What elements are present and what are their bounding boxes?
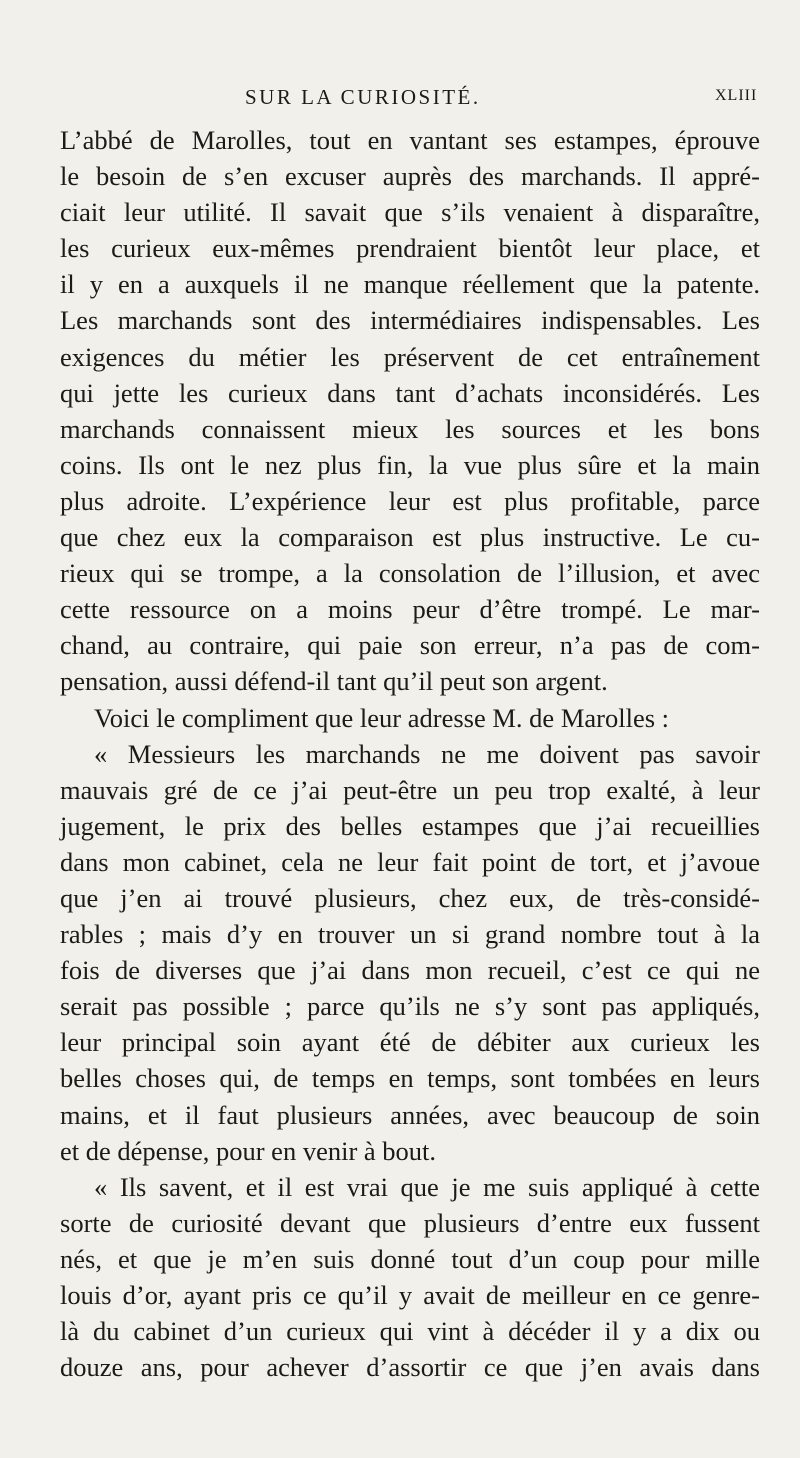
text-line: leur principal soin ayant été de débiter aux curieux les: [60, 1027, 760, 1058]
text-line: qui jette les curieux dans tant d’achats inconsidérés. Les: [60, 377, 760, 408]
paragraph-start-line: Voici le compliment que leur adresse M. de Marolles :: [94, 702, 670, 733]
text-line: et de dépense, pour en venir à bout.: [60, 1135, 437, 1166]
text-line: belles choses qui, de temps en temps, sont tombées en leurs: [60, 1063, 760, 1094]
text-line: douze ans, pour achever d’assortir ce que j’en avais dans: [60, 1352, 760, 1383]
text-line: Les marchands sont des intermédiaires indispensables. Les: [60, 305, 760, 336]
text-line: là du cabinet d’un curieux qui vint à décéder il y a dix ou: [60, 1316, 760, 1347]
text-line: pensation, aussi défend-il tant qu’il peut son argent.: [60, 666, 608, 697]
text-line: mauvais gré de ce j’ai peut-être un peu trop exalté, à leur: [60, 774, 760, 805]
text-line: chand, au contraire, qui paie son erreur, n’a pas de com-: [60, 630, 760, 661]
quote-start-line: « Messieurs les marchands ne me doivent pas savoir: [94, 738, 760, 769]
text-line: louis d’or, ayant pris ce qu’il y avait de meilleur en ce genre-: [60, 1280, 760, 1310]
text-line: dans mon cabinet, cela ne leur fait point de tort, et j’avoue: [60, 846, 760, 877]
quote-start-line: « Ils savent, et il est vrai que je me suis appliqué à cette: [94, 1171, 760, 1202]
text-line: exigences du métier les préservent de cet entraînement: [60, 341, 760, 372]
text-line: jugement, le prix des belles estampes que j’ai recueillies: [60, 810, 760, 841]
text-line: plus adroite. L’expérience leur est plus profitable, parce: [60, 485, 760, 516]
running-title: SUR LA CURIOSITÉ.: [245, 85, 481, 109]
page-number: XLIII: [715, 87, 758, 104]
text-line: que chez eux la comparaison est plus instructive. Le cu-: [60, 522, 760, 553]
text-line: fois de diverses que j’ai dans mon recueil, c’est ce qui ne: [60, 955, 760, 986]
text-line: ciait leur utilité. Il savait que s’ils venaient à disparaître,: [60, 197, 760, 228]
text-line: L’abbé de Marolles, tout en vantant ses estampes, éprouve: [60, 125, 760, 155]
text-line: que j’en ai trouvé plusieurs, chez eux, de très-considé-: [60, 882, 760, 913]
text-line: il y en a auxquels il ne manque réellement que la patente.: [60, 269, 760, 300]
text-line: sorte de curiosité devant que plusieurs d’entre eux fussent: [60, 1207, 760, 1238]
text-line: cette ressource on a moins peur d’être trompé. Le mar-: [60, 594, 760, 625]
text-line: les curieux eux-mêmes prendraient bientôt leur place, et: [60, 233, 760, 264]
text-line: rieux qui se trompe, a la consolation de l’illusion, et avec: [60, 558, 760, 589]
text-line: coins. Ils ont le nez plus fin, la vue plus sûre et la main: [60, 449, 760, 480]
text-line: nés, et que je m’en suis donné tout d’un coup pour mille: [60, 1243, 760, 1274]
text-line: mains, et il faut plusieurs années, avec beaucoup de soin: [60, 1099, 760, 1130]
body-text: [60, 122, 760, 1385]
text-line: marchands connaissent mieux les sources et les bons: [60, 413, 760, 444]
text-line: rables ; mais d’y en trouver un si grand nombre tout à la: [60, 919, 760, 950]
text-line: le besoin de s’en excuser auprès des marchands. Il appré-: [60, 161, 760, 192]
text-line: serait pas possible ; parce qu’ils ne s’y sont pas appliqués,: [60, 991, 760, 1022]
running-head: [0, 85, 800, 115]
